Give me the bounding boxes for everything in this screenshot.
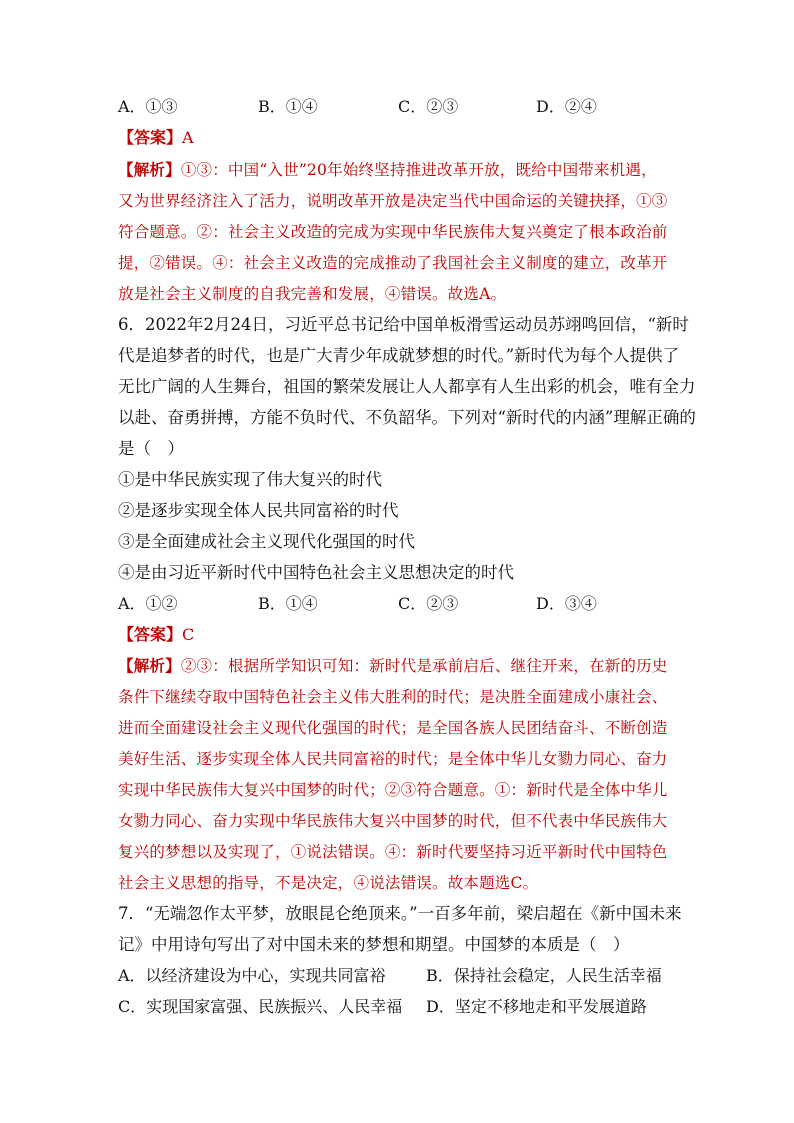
q6-explanation-line: 进而全面建设社会主义现代化强国的时代；是全国各族人民团结奋斗、不断创造 [118,719,668,737]
q7-stem-line: 7．“无端忽作太平梦，放眼昆仑绝顶来。”一百多年前，梁启超在《新中国未来 [118,904,682,923]
q5-explanation-line: 提，②错误。④：社会主义改造的完成推动了我国社会主义制度的建立，改革开 [118,254,668,272]
q7-option-c: C．实现国家富强、民族振兴、人民幸福 [118,997,403,1016]
q6-explanation-line: 女勠力同心、奋力实现中华民族伟大复兴中国梦的时代，但不代表中华民族伟大 [118,812,668,830]
q5-explanation-line: 符合题意。②：社会主义改造的完成为实现中华民族伟大复兴奠定了根本政治前 [118,223,668,241]
q5-option-a: A．①③ [118,97,178,116]
q6-option-a: A．①② [118,594,178,613]
q6-explanation-line: 社会主义思想的指导，不是决定，④说法错误。故本题选C。 [118,874,539,892]
q5-explanation-line: 【解析】①③：中国“入世”20年始终坚持推进改革开放，既给中国带来机遇， [118,160,657,179]
q6-option-c: C．②③ [398,594,459,613]
q6-explanation-line: 美好生活、逐步实现全体人民共同富裕的时代；是全体中华儿女勠力同心、奋力 [118,750,668,768]
q5-option-c: C．②③ [398,97,459,116]
q6-explanation-line: 实现中华民族伟大复兴中国梦的时代；②③符合题意。①：新时代是全体中华儿 [118,781,668,799]
q6-explanation-line: 条件下继续夺取中国特色社会主义伟大胜利的时代；是决胜全面建成小康社会、 [118,688,668,706]
q6-answer [118,625,194,645]
q5-option-d: D．②④ [536,97,597,116]
answer-tag: 【答案】 [118,128,183,147]
answer-tag: 【答案】 [118,625,183,644]
answer-value: A [182,128,194,147]
answer-value: C [182,625,195,644]
q6-stem-line: 代是追梦者的时代，也是广大青少年成就梦想的时代。”新时代为每个人提供了 [118,346,680,365]
explanation-tag: 【解析】 [118,656,181,675]
q6-explanation-line: 【解析】②③：根据所学知识可知：新时代是承前启后、继往开来，在新的历史 [118,656,668,675]
q6-statement: ④是由习近平新时代中国特色社会主义思想决定的时代 [118,563,514,582]
q6-option-b: B．①④ [258,594,318,613]
q6-stem-line: 以赴、奋勇拼搏，方能不负时代、不负韶华。下列对“新时代的内涵”理解正确的 [118,408,696,427]
q6-statement: ③是全面建成社会主义现代化强国的时代 [118,532,415,551]
q7-option-b: B．保持社会稳定，人民生活幸福 [426,966,662,985]
q7-stem-line: 记》中用诗句写出了对中国未来的梦想和期望。中国梦的本质是（ ） [118,935,630,954]
explanation-tag: 【解析】 [118,160,181,179]
q5-explanation-line: 又为世界经济注入了活力，说明改革开放是决定当代中国命运的关键抉择，①③ [118,192,668,210]
q5-answer [118,128,194,148]
q6-stem-line: 6．2022年2月24日，习近平总书记给中国单板滑雪运动员苏翊鸣回信，“新时 [118,315,689,334]
q5-explanation-line: 放是社会主义制度的自我完善和发展，④错误。故选A。 [118,285,507,303]
q6-option-d: D．③④ [536,594,597,613]
q7-option-a: A．以经济建设为中心，实现共同富裕 [118,966,386,985]
q6-statement: ①是中华民族实现了伟大复兴的时代 [118,470,382,489]
q6-stem-line: 是（ ） [118,439,184,458]
q6-explanation-line: 复兴的梦想以及实现了，①说法错误。④：新时代要坚持习近平新时代中国特色 [118,843,668,861]
q5-option-b: B．①④ [258,97,318,116]
q6-statement: ②是逐步实现全体人民共同富裕的时代 [118,501,399,520]
q7-option-d: D．坚定不移地走和平发展道路 [426,997,647,1016]
q6-stem-line: 无比广阔的人生舞台，祖国的繁荣发展让人人都享有人生出彩的机会，唯有全力 [118,377,696,396]
